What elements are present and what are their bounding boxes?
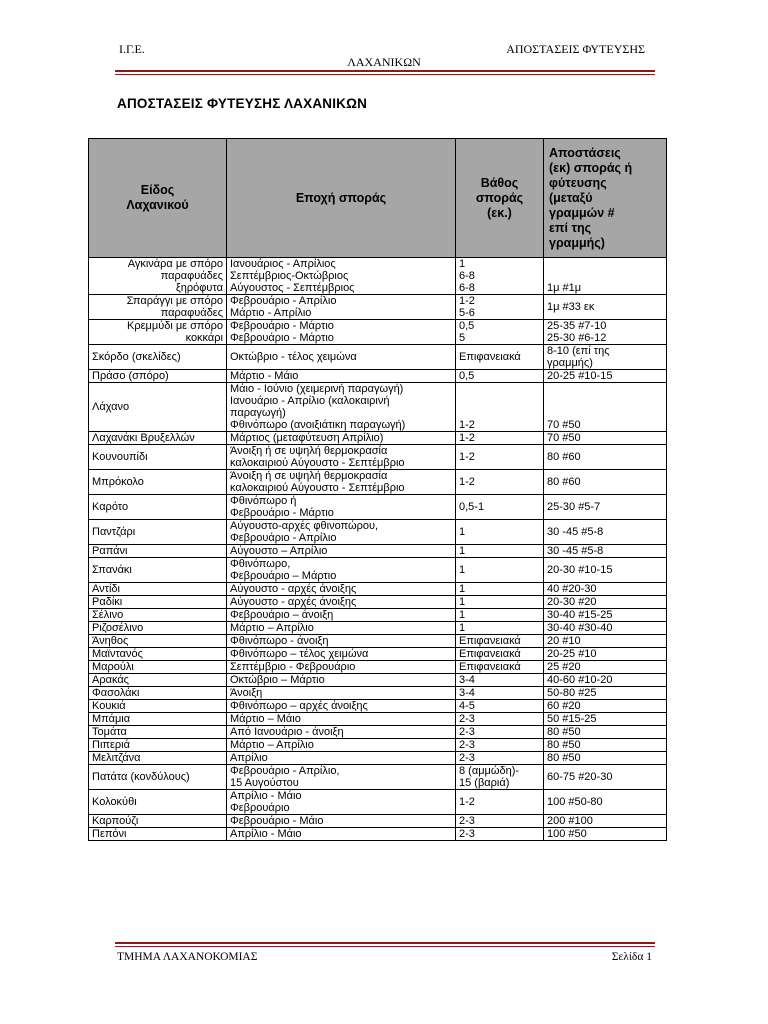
cell-sowing-depth: Επιφανειακά: [456, 648, 544, 661]
cell-vegetable: Καρότο: [89, 495, 227, 520]
cell-sowing-season: Φεβρουάριο – άνοιξη: [227, 609, 456, 622]
table-row: [89, 726, 667, 739]
cell-sowing-season: Μάρτιο – Μάιο: [227, 713, 456, 726]
cell-sowing-season: Φθινόπωρο - άνοιξη: [227, 635, 456, 648]
cell-sowing-season: Μάρτιο – Απρίλιο: [227, 622, 456, 635]
cell-distances: 30 -45 #5-8: [544, 545, 667, 558]
table-row: [89, 622, 667, 635]
table-row: [89, 370, 667, 383]
cell-sowing-depth: 1: [456, 622, 544, 635]
cell-sowing-depth: 1-2: [456, 790, 544, 815]
cell-vegetable: Σπαράγγι με σπόρο παραφυάδες: [89, 295, 227, 320]
cell-sowing-depth: 1: [456, 583, 544, 596]
cell-distances: 30-40 #30-40: [544, 622, 667, 635]
cell-sowing-depth: 2-3: [456, 739, 544, 752]
cell-sowing-depth: 8 (αμμώδη)- 15 (βαριά): [456, 765, 544, 790]
table-row: [89, 609, 667, 622]
cell-sowing-season: Σεπτέμβριο - Φεβρουάριο: [227, 661, 456, 674]
cell-vegetable: Λαχανάκι Βρυξελλών: [89, 432, 227, 445]
cell-sowing-season: Απρίλιο - Μάιο Φεβρουάριο: [227, 790, 456, 815]
cell-distances: 1μ #33 εκ: [544, 295, 667, 320]
cell-distances: 25 #20: [544, 661, 667, 674]
footer-left: ΤΜΗΜΑ ΛΑΧΑΝΟΚΟΜΙΑΣ: [117, 951, 258, 963]
table-row: [89, 648, 667, 661]
cell-sowing-depth: 3-4: [456, 674, 544, 687]
cell-sowing-depth: 1-2: [456, 383, 544, 432]
table-row: [89, 596, 667, 609]
cell-vegetable: Μαϊντανός: [89, 648, 227, 661]
cell-sowing-depth: Επιφανειακά: [456, 661, 544, 674]
cell-vegetable: Σέλινο: [89, 609, 227, 622]
table-row: [89, 545, 667, 558]
cell-sowing-depth: 1: [456, 596, 544, 609]
cell-sowing-season: Φθινόπωρο – τέλος χειμώνα: [227, 648, 456, 661]
cell-distances: 80 #50: [544, 739, 667, 752]
footer-page-number: Σελίδα 1: [611, 951, 652, 963]
cell-sowing-season: Φθινόπωρο – αρχές άνοιξης: [227, 700, 456, 713]
header-rule-thin: [115, 74, 655, 75]
table-row: [89, 345, 667, 370]
cell-distances: 20-30 #10-15: [544, 558, 667, 583]
cell-distances: 200 #100: [544, 815, 667, 828]
cell-distances: 100 #50: [544, 828, 667, 841]
table-row: [89, 445, 667, 470]
cell-sowing-depth: 2-3: [456, 713, 544, 726]
cell-distances: 70 #50: [544, 432, 667, 445]
table-row: [89, 828, 667, 841]
cell-vegetable: Άνηθος: [89, 635, 227, 648]
cell-vegetable: Αρακάς: [89, 674, 227, 687]
cell-sowing-season: Φθινόπωρο ή Φεβρουάριο - Μάρτιο: [227, 495, 456, 520]
cell-vegetable: Πεπόνι: [89, 828, 227, 841]
cell-vegetable: Ραδίκι: [89, 596, 227, 609]
cell-sowing-depth: 1-2: [456, 432, 544, 445]
cell-vegetable: Κολοκύθι: [89, 790, 227, 815]
cell-distances: 70 #50: [544, 383, 667, 432]
table-row: [89, 495, 667, 520]
cell-distances: 8-10 (επί της γραμμής): [544, 345, 667, 370]
cell-sowing-season: Απρίλιο - Μάιο: [227, 828, 456, 841]
cell-sowing-season: Άνοιξη ή σε υψηλή θερμοκρασία καλοκαιριού Αύγουστο - Σεπτέμβριο: [227, 470, 456, 495]
cell-sowing-season: Οκτώβριο - τέλος χειμώνα: [227, 345, 456, 370]
cell-sowing-season: Άνοιξη ή σε υψηλή θερμοκρασία καλοκαιριού Αύγουστο - Σεπτέμβριο: [227, 445, 456, 470]
cell-vegetable: Σπανάκι: [89, 558, 227, 583]
cell-vegetable: Κουνουπίδι: [89, 445, 227, 470]
cell-sowing-season: Μάρτιο – Απρίλιο: [227, 739, 456, 752]
table-row: [89, 815, 667, 828]
cell-sowing-depth: 1: [456, 558, 544, 583]
cell-distances: 1μ #1μ: [544, 258, 667, 295]
footer-rule-thin: [115, 946, 655, 947]
table-row: [89, 470, 667, 495]
table-row: [89, 700, 667, 713]
column-header-distances: Αποστάσεις (εκ) σποράς ή φύτευσης (μεταξύ γραμμών # επί της γραμμής): [544, 139, 667, 258]
header-center: ΛΑΧΑΝΙΚΩΝ: [347, 55, 421, 69]
cell-distances: 80 #50: [544, 726, 667, 739]
cell-sowing-season: Απρίλιο: [227, 752, 456, 765]
column-header-sowing-season: Εποχή σποράς: [227, 139, 456, 258]
cell-vegetable: Ραπάνι: [89, 545, 227, 558]
cell-sowing-season: Από Ιανουάριο - άνοιξη: [227, 726, 456, 739]
cell-vegetable: Φασολάκι: [89, 687, 227, 700]
cell-vegetable: Μπρόκολο: [89, 470, 227, 495]
table-row: [89, 674, 667, 687]
cell-sowing-season: Φεβρουάριο - Απρίλιο, 15 Αυγούστου: [227, 765, 456, 790]
cell-sowing-depth: 1: [456, 545, 544, 558]
footer-rule: [115, 942, 655, 944]
cell-distances: 25-30 #5-7: [544, 495, 667, 520]
cell-sowing-depth: 3-4: [456, 687, 544, 700]
cell-sowing-season: Αύγουστο – Απρίλιο: [227, 545, 456, 558]
cell-vegetable: Πατάτα (κονδύλους): [89, 765, 227, 790]
cell-sowing-depth: 1-2: [456, 445, 544, 470]
column-header-sowing-depth: Βάθος σποράς (εκ.): [456, 139, 544, 258]
cell-distances: 80 #50: [544, 752, 667, 765]
document-title: ΑΠΟΣΤΑΣΕΙΣ ΦΥΤΕΥΣΗΣ ΛΑΧΑΝΙΚΩΝ: [117, 96, 368, 111]
cell-sowing-depth: 4-5: [456, 700, 544, 713]
table-row: [89, 383, 667, 432]
cell-distances: 20-25 #10-15: [544, 370, 667, 383]
cell-sowing-depth: 1-2: [456, 470, 544, 495]
cell-sowing-season: Φεβρουάριο - Απρίλιο Μάρτιο - Απρίλιο: [227, 295, 456, 320]
table-row: [89, 320, 667, 345]
cell-sowing-season: Αύγουστο - αρχές άνοιξης: [227, 596, 456, 609]
cell-distances: 50 #15-25: [544, 713, 667, 726]
cell-vegetable: Πράσο (σπόρο): [89, 370, 227, 383]
cell-vegetable: Μπάμια: [89, 713, 227, 726]
cell-sowing-depth: 0,5 5: [456, 320, 544, 345]
cell-vegetable: Ριζοσέλινο: [89, 622, 227, 635]
cell-vegetable: Σκόρδο (σκελίδες): [89, 345, 227, 370]
cell-sowing-season: Αύγουστο-αρχές φθινοπώρου, Φεβρουάριο - Απρίλιο: [227, 520, 456, 545]
cell-sowing-depth: 2-3: [456, 752, 544, 765]
cell-distances: 60-75 #20-30: [544, 765, 667, 790]
cell-sowing-season: Φθινόπωρο, Φεβρουάριο – Μάρτιο: [227, 558, 456, 583]
cell-distances: 80 #60: [544, 445, 667, 470]
cell-vegetable: Κουκιά: [89, 700, 227, 713]
table-row: [89, 635, 667, 648]
table-row: [89, 520, 667, 545]
cell-vegetable: Πιπεριά: [89, 739, 227, 752]
cell-distances: 30-40 #15-25: [544, 609, 667, 622]
cell-vegetable: Λάχανο: [89, 383, 227, 432]
cell-vegetable: Αντίδι: [89, 583, 227, 596]
table-header-row: [89, 139, 667, 258]
cell-sowing-depth: 0,5-1: [456, 495, 544, 520]
table-row: [89, 558, 667, 583]
cell-sowing-depth: 0,5: [456, 370, 544, 383]
table-body: [89, 258, 667, 841]
cell-distances: 20-30 #20: [544, 596, 667, 609]
cell-sowing-depth: 2-3: [456, 726, 544, 739]
cell-sowing-season: Μάρτιος (μεταφύτευση Απρίλιο): [227, 432, 456, 445]
cell-distances: 20 #10: [544, 635, 667, 648]
column-header-vegetable: Είδος Λαχανικού: [89, 139, 227, 258]
cell-vegetable: Μελιτζάνα: [89, 752, 227, 765]
cell-distances: 40 #20-30: [544, 583, 667, 596]
cell-vegetable: Τομάτα: [89, 726, 227, 739]
cell-distances: 20-25 #10: [544, 648, 667, 661]
header-left: Ι.Γ.Ε.: [119, 42, 145, 56]
cell-sowing-depth: 1: [456, 520, 544, 545]
table-row: [89, 752, 667, 765]
cell-sowing-depth: Επιφανειακά: [456, 345, 544, 370]
table-row: [89, 661, 667, 674]
cell-sowing-season: Μάρτιο - Μάιο: [227, 370, 456, 383]
table-row: [89, 258, 667, 295]
cell-sowing-depth: 1 6-8 6-8: [456, 258, 544, 295]
cell-sowing-season: Αύγουστο - αρχές άνοιξης: [227, 583, 456, 596]
cell-sowing-depth: 1-2 5-6: [456, 295, 544, 320]
table-row: [89, 739, 667, 752]
planting-distances-table: [88, 138, 667, 841]
cell-vegetable: Αγκινάρα με σπόρο παραφυάδες ξηρόφυτα: [89, 258, 227, 295]
table-row: [89, 790, 667, 815]
cell-sowing-season: Οκτώβριο – Μάρτιο: [227, 674, 456, 687]
table-row: [89, 583, 667, 596]
cell-sowing-season: Ιανουάριος - Απρίλιος Σεπτέμβριος-Οκτώβριος Αύγουστος - Σεπτέμβριος: [227, 258, 456, 295]
cell-vegetable: Παντζάρι: [89, 520, 227, 545]
cell-sowing-depth: Επιφανειακά: [456, 635, 544, 648]
cell-sowing-season: Φεβρουάριο - Μάρτιο Φεβρουάριο - Μάρτιο: [227, 320, 456, 345]
cell-distances: 30 -45 #5-8: [544, 520, 667, 545]
table-row: [89, 713, 667, 726]
cell-distances: 40-60 #10-20: [544, 674, 667, 687]
cell-distances: 60 #20: [544, 700, 667, 713]
table-row: [89, 295, 667, 320]
cell-distances: 80 #60: [544, 470, 667, 495]
cell-vegetable: Μαρούλι: [89, 661, 227, 674]
header-rule: [115, 70, 655, 72]
table-row: [89, 687, 667, 700]
cell-distances: 50-80 #25: [544, 687, 667, 700]
header-right: ΑΠΟΣΤΑΣΕΙΣ ΦΥΤΕΥΣΗΣ: [506, 42, 645, 56]
table-row: [89, 432, 667, 445]
cell-vegetable: Καρπούζι: [89, 815, 227, 828]
cell-sowing-depth: 1: [456, 609, 544, 622]
cell-sowing-depth: 2-3: [456, 828, 544, 841]
cell-vegetable: Κρεμμύδι με σπόρο κοκκάρι: [89, 320, 227, 345]
table-row: [89, 765, 667, 790]
cell-sowing-depth: 2-3: [456, 815, 544, 828]
cell-distances: 25-35 #7-10 25-30 #6-12: [544, 320, 667, 345]
cell-sowing-season: Φεβρουάριο - Μάιο: [227, 815, 456, 828]
cell-sowing-season: Μάιο - Ιούνιο (χειμερινή παραγωγή) Ιανουάριο - Απρίλιο (καλοκαιρινή παραγωγή) Φθινόπωρο (ανοιξιάτικη παραγωγή): [227, 383, 456, 432]
cell-distances: 100 #50-80: [544, 790, 667, 815]
cell-sowing-season: Άνοιξη: [227, 687, 456, 700]
